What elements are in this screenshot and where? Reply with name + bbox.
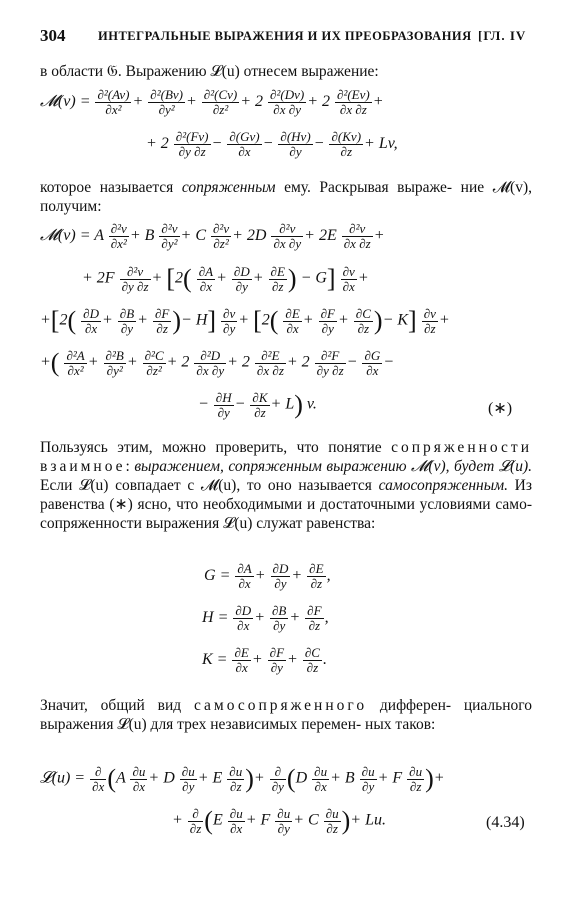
emphasis-self-adjoint: самосопряженным.	[378, 477, 508, 494]
text-run: Значит, общий вид	[40, 697, 194, 714]
chapter-label: [ГЛ. IV	[478, 28, 527, 43]
equation-434-line2: + ∂ ∂z (E $\frac{\partial u}{\partial x}$ + F $\frac{\partial u}{\partial y}$ + C $\frac{\partial u}{\partial z}$ )+ Lu.	[172, 805, 386, 836]
equation-condition-h: H = $\frac{\partial D}{\partial x}$ + $\frac{\partial B}{\partial y}$ + $\frac{\partial F}{\partial z}$ ,	[202, 603, 329, 633]
equation-expanded-line4: +( $\frac{\text{∂²A}}{\text{∂x²}}$ + $\frac{\text{∂²B}}{\text{∂y²}}$ + $\frac{\text{∂²C}}{\text{∂z²}}$ + 2 $\frac{\text{∂²D}}{\partial x \partial y}$ + 2 $\frac{\text{∂²E}}{\partial x \partial z}$ + 2 $\frac{\text{∂²F}}{\partial y \partial z}$ − $\frac{\partial G}{\partial x}$ −	[40, 347, 395, 378]
equation-condition-k: K = $\frac{\partial E}{\partial x}$ + $\frac{\partial F}{\partial y}$ + $\frac{\partial C}{\partial z}$ .	[202, 645, 327, 675]
paragraph-adjoint	[40, 178, 532, 216]
text-run: дифферен- циального выражения 𝓛(u) для трех независимых перемен- ных таков:	[40, 697, 532, 733]
text-run: :	[125, 458, 135, 475]
emphasis-adjoint: сопряженным	[181, 179, 276, 196]
text-run: Если 𝓛(u) совпадает с 𝓜(u), то оно называется	[40, 477, 379, 494]
text-run: Пользуясь этим, можно проверить, что понятие	[40, 439, 392, 456]
text-run: ему. Раскрывая выраже- ние 𝓜(v), получим:	[40, 179, 533, 215]
equation-expanded-line1: 𝓜(v) = A $\frac{\text{∂²v}}{\text{∂x²}}$ + B $\frac{\text{∂²v}}{\text{∂y²}}$ + C $\frac{\text{∂²v}}{\text{∂z²}}$ + 2D $\frac{\text{∂²v}}{\partial x \partial y}$ + 2E $\frac{\text{∂²v}}{\partial x \partial z}$ +	[40, 221, 385, 251]
equation-expanded-line3: +[2( $\frac{\partial D}{\partial x}$ + $\frac{\partial B}{\partial y}$ + $\frac{\partial F}{\partial z}$ )− H] $\frac{\partial v}{\partial y}$ + [2( $\frac{\partial E}{\partial x}$ + $\frac{\partial F}{\partial y}$ + $\frac{\partial C}{\partial z}$ )− K] $\frac{\partial v}{\partial z}$ +	[40, 305, 450, 336]
equation-adjoint-def-line2: + 2 $\frac{\text{∂²(Fv)}}{\partial y \partial z}$ − $\frac{\partial(Gv)}{\partial x}$ − $\frac{\partial(Hv)}{\partial y}$ − $\frac{\partial(Kv)}{\partial z}$ + Lv,	[146, 129, 398, 159]
equation-tag-star: (∗)	[488, 400, 513, 417]
equation-adjoint-def-line1: 𝓜(v) = $\frac{\text{∂²(Av)}}{\text{∂x²}}$ + $\frac{\text{∂²(Bv)}}{\text{∂y²}}$ + $\frac{\text{∂²(Cv)}}{\text{∂z²}}$ + 2 $\frac{\text{∂²(Dv)}}{\partial x \partial y}$ + 2 $\frac{\text{∂²(Ev)}}{\partial x \partial z}$ +	[40, 87, 384, 117]
equation-434-line1: 𝓛(u) = ∂ ∂x (A $\frac{\partial u}{\partial x}$ + D $\frac{\partial u}{\partial y}$ + E $\frac{\partial u}{\partial z}$ )+ ∂ ∂y (D $\frac{\partial u}{\partial x}$ + B $\frac{\partial u}{\partial y}$ + F $\frac{\partial u}{\partial z}$ )+	[40, 763, 445, 794]
text-run: Из равенства (∗) ясно, что необходимыми и достаточными условиями само- сопряженности выражения 𝓛(u) служат равенства:	[40, 477, 532, 532]
emphasis-statement: выражением, сопряженным выражению 𝓜(v), будет 𝓛(u).	[134, 458, 532, 475]
running-title: ИНТЕГРАЛЬНЫЕ ВЫРАЖЕНИЯ И ИХ ПРЕОБРАЗОВАНИЯ	[98, 29, 472, 43]
paragraph-general-form	[40, 696, 532, 734]
paragraph-mutual	[40, 438, 532, 533]
equation-expanded-line5: − $\frac{\partial H}{\partial y}$ − $\frac{\partial K}{\partial z}$ + L) v.	[198, 389, 317, 420]
equation-expanded-line2: + 2F $\frac{\text{∂²v}}{\partial y \partial z}$ + [2( $\frac{\partial A}{\partial x}$ + $\frac{\partial D}{\partial y}$ + $\frac{\partial E}{\partial z}$ ) − G] $\frac{\partial v}{\partial x}$ +	[82, 263, 369, 294]
paragraph-intro: в области 𝔊. Выражению 𝓛(u) отнесем выражение:	[40, 63, 379, 80]
page-number: 304	[40, 26, 66, 45]
equation-condition-g: G = $\frac{\partial A}{\partial x}$ + $\frac{\partial D}{\partial y}$ + $\frac{\partial E}{\partial z}$ ,	[204, 561, 331, 591]
spaced-term: сопряженности взаимное	[40, 439, 532, 475]
equation-tag-434: (4.34)	[486, 814, 525, 831]
text-run: которое называется	[40, 179, 182, 196]
spaced-term: самосопряженного	[193, 697, 368, 714]
page-header	[40, 26, 540, 48]
